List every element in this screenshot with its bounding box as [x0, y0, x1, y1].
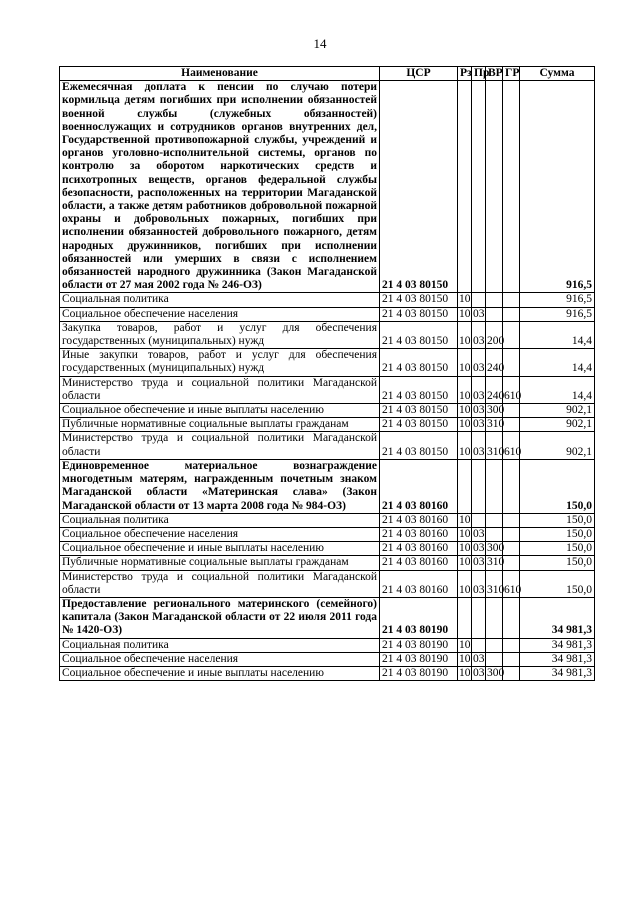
- cell-csr: 21 4 03 80190: [380, 652, 458, 666]
- cell-pr: 03: [473, 556, 485, 569]
- cell-csr: 21 4 03 80160: [380, 513, 458, 527]
- cell-rz: 10: [459, 652, 471, 665]
- cell-vr: [486, 459, 503, 513]
- cell-gr: [503, 349, 520, 376]
- cell-rz: 10: [459, 513, 471, 526]
- cell-csr: 21 4 03 80160: [380, 570, 458, 597]
- cell-name: Единовременное материальное вознаграждение многодетным матерям, награжденным почетным знаком Магаданской области «Материнская слава» (Закон Магаданской области от 13 марта 2008 года № 984-ОЗ): [60, 459, 380, 513]
- cell-csr: 21 4 03 80160: [380, 556, 458, 570]
- table-row: [60, 376, 595, 403]
- table-row: [60, 404, 595, 418]
- cell-sum: 14,4: [520, 376, 595, 403]
- table-row: [60, 418, 595, 432]
- cell-vr: [486, 527, 503, 541]
- cell-vr: 310: [487, 556, 505, 569]
- cell-csr: 21 4 03 80190: [380, 597, 458, 638]
- cell-rz: 10: [459, 638, 471, 651]
- cell-vr: 240: [486, 349, 503, 376]
- table-row: [60, 542, 595, 556]
- cell-pr: 03: [472, 570, 486, 597]
- cell-rz: 10: [459, 293, 471, 306]
- cell-rz: 10: [458, 321, 472, 348]
- table-body: [60, 81, 595, 681]
- cell-vr: 300: [487, 542, 505, 555]
- header-pr: Пр: [472, 67, 486, 81]
- cell-name: Социальное обеспечение и иные выплаты населению: [60, 542, 380, 556]
- cell-rz: [458, 81, 472, 293]
- cell-name: Публичные нормативные социальные выплаты гражданам: [60, 556, 380, 570]
- cell-vr: [486, 307, 503, 321]
- cell-sum: 34 981,3: [520, 597, 595, 638]
- cell-vr: [486, 81, 503, 293]
- cell-gr: [503, 597, 520, 638]
- cell-name: Социальное обеспечение и иные выплаты населению: [60, 666, 380, 680]
- cell-vr: [486, 597, 503, 638]
- cell-name: Социальное обеспечение населения: [60, 307, 380, 321]
- cell-pr: 03: [472, 376, 486, 403]
- header-csr: ЦСР: [380, 67, 458, 81]
- table-row: [60, 652, 595, 666]
- cell-gr: [503, 459, 520, 513]
- cell-rz: 10: [459, 418, 471, 431]
- cell-name: Социальное обеспечение населения: [60, 652, 380, 666]
- cell-vr: 310: [487, 418, 505, 431]
- header-vr: ВР: [486, 67, 503, 81]
- table-row: [60, 513, 595, 527]
- cell-pr: 03: [472, 432, 486, 459]
- cell-gr: [503, 556, 520, 570]
- cell-pr: 03: [472, 321, 486, 348]
- table-row: [60, 432, 595, 459]
- cell-csr: 21 4 03 80150: [380, 418, 458, 432]
- cell-sum: 902,1: [520, 432, 595, 459]
- cell-csr: 21 4 03 80150: [380, 81, 458, 293]
- header-rz: Рз: [458, 67, 472, 81]
- cell-rz: 10: [458, 570, 472, 597]
- cell-name: Социальная политика: [60, 513, 380, 527]
- cell-name: Публичные нормативные социальные выплаты гражданам: [60, 418, 380, 432]
- cell-vr: [486, 652, 503, 666]
- cell-rz: 10: [459, 666, 471, 679]
- cell-sum: 14,4: [520, 349, 595, 376]
- cell-sum: 150,0: [520, 513, 595, 527]
- cell-name: Министерство труда и социальной политики Магаданской области: [60, 432, 380, 459]
- cell-csr: 21 4 03 80150: [380, 349, 458, 376]
- cell-pr: 03: [473, 652, 485, 665]
- cell-rz: 10: [458, 349, 472, 376]
- cell-sum: 14,4: [520, 321, 595, 348]
- cell-name: Социальное обеспечение и иные выплаты населению: [60, 404, 380, 418]
- cell-sum: 916,5: [520, 293, 595, 307]
- cell-name: Социальная политика: [60, 293, 380, 307]
- table-row: [60, 321, 595, 348]
- cell-pr: 03: [473, 418, 485, 431]
- cell-pr: [472, 293, 486, 307]
- table-header-row: [60, 67, 595, 81]
- cell-sum: 916,5: [520, 81, 595, 293]
- cell-pr: [472, 597, 486, 638]
- table-row: [60, 666, 595, 680]
- cell-gr: [503, 638, 520, 652]
- cell-pr: [472, 81, 486, 293]
- cell-sum: 34 981,3: [520, 666, 595, 680]
- cell-sum: 34 981,3: [520, 638, 595, 652]
- cell-vr: [486, 638, 503, 652]
- table-row: [60, 570, 595, 597]
- cell-csr: 21 4 03 80150: [380, 404, 458, 418]
- cell-sum: 34 981,3: [520, 652, 595, 666]
- cell-vr: 300: [487, 666, 505, 679]
- cell-gr: [503, 404, 520, 418]
- page-number: 14: [313, 36, 327, 51]
- cell-vr: 200: [486, 321, 503, 348]
- cell-sum: 150,0: [520, 459, 595, 513]
- cell-rz: 10: [459, 556, 471, 569]
- cell-csr: 21 4 03 80190: [380, 666, 458, 680]
- cell-gr: 610: [503, 570, 520, 597]
- cell-pr: [472, 513, 486, 527]
- cell-name: Иные закупки товаров, работ и услуг для обеспечения государственных (муниципальных) нужд: [60, 349, 380, 376]
- cell-csr: 21 4 03 80150: [380, 432, 458, 459]
- cell-gr: 610: [503, 376, 520, 403]
- cell-pr: 03: [472, 349, 486, 376]
- cell-gr: [503, 527, 520, 541]
- cell-rz: 10: [459, 542, 471, 555]
- cell-csr: 21 4 03 80150: [380, 307, 458, 321]
- cell-vr: 310: [486, 570, 503, 597]
- cell-rz: [458, 459, 472, 513]
- cell-csr: 21 4 03 80160: [380, 459, 458, 513]
- table-row: [60, 307, 595, 321]
- cell-sum: 150,0: [520, 570, 595, 597]
- cell-gr: [503, 307, 520, 321]
- cell-sum: 150,0: [520, 556, 595, 570]
- header-name: Наименование: [60, 67, 380, 81]
- cell-vr: 240: [486, 376, 503, 403]
- cell-sum: 902,1: [520, 404, 595, 418]
- cell-gr: [503, 542, 520, 556]
- cell-name: Министерство труда и социальной политики Магаданской области: [60, 376, 380, 403]
- table-row: [60, 638, 595, 652]
- cell-gr: [503, 321, 520, 348]
- cell-name: Закупка товаров, работ и услуг для обеспечения государственных (муниципальных) нужд: [60, 321, 380, 348]
- cell-vr: 310: [486, 432, 503, 459]
- cell-rz: 10: [459, 404, 471, 417]
- header-gr: ГР: [503, 67, 520, 81]
- cell-gr: [503, 81, 520, 293]
- cell-pr: 03: [473, 527, 485, 540]
- cell-pr: 03: [473, 404, 485, 417]
- table-row: [60, 527, 595, 541]
- cell-vr: 300: [487, 404, 505, 417]
- cell-csr: 21 4 03 80190: [380, 638, 458, 652]
- budget-table: [59, 66, 595, 681]
- cell-pr: [472, 638, 486, 652]
- table-row: [60, 556, 595, 570]
- cell-pr: 03: [473, 307, 485, 320]
- cell-rz: 10: [459, 307, 471, 320]
- table-row: [60, 597, 595, 638]
- cell-name: Социальное обеспечение населения: [60, 527, 380, 541]
- cell-pr: 03: [473, 542, 485, 555]
- cell-sum: 916,5: [520, 307, 595, 321]
- cell-sum: 902,1: [520, 418, 595, 432]
- cell-vr: [486, 293, 503, 307]
- table-row: [60, 81, 595, 293]
- cell-gr: [503, 652, 520, 666]
- cell-vr: [486, 513, 503, 527]
- cell-rz: 10: [458, 376, 472, 403]
- cell-csr: 21 4 03 80160: [380, 542, 458, 556]
- cell-sum: 150,0: [520, 527, 595, 541]
- table-row: [60, 459, 595, 513]
- table-row: [60, 349, 595, 376]
- cell-rz: [458, 597, 472, 638]
- cell-rz: 10: [459, 527, 471, 540]
- cell-rz: 10: [458, 432, 472, 459]
- cell-csr: 21 4 03 80160: [380, 527, 458, 541]
- cell-sum: 150,0: [520, 542, 595, 556]
- cell-name: Предоставление регионального материнского (семейного) капитала (Закон Магаданской области от 22 июля 2011 года № 1420-ОЗ): [60, 597, 380, 638]
- cell-gr: [503, 418, 520, 432]
- table-row: [60, 293, 595, 307]
- cell-name: Ежемесячная доплата к пенсии по случаю потери кормильца детям погибших при исполнении обязанностей военной службы (служебных обязанностей) военнослужащих и сотрудников органов внутренних дел, Государственной противопожарной службы, учреждений и органов уголовно-исполнительной системы, органов по контролю за оборотом наркотических средств и психотропных веществ, органов федеральной службы безопасности, расположенных на территории Магаданской области, а также детям работников добровольной пожарной охраны и добровольных пожарных, погибших при исполнении обязанностей добровольного пожарного, детям народных дружинников, погибших при исполнении обязанностей или умерших в связи с исполнением обязанностей народного дружинника (Закон Магаданской области от 27 мая 2002 года № 246-ОЗ): [60, 81, 380, 293]
- cell-gr: 610: [503, 432, 520, 459]
- cell-pr: 03: [473, 666, 485, 679]
- cell-csr: 21 4 03 80150: [380, 321, 458, 348]
- cell-gr: [503, 666, 520, 680]
- cell-gr: [503, 513, 520, 527]
- header-sum: Сумма: [520, 67, 595, 81]
- cell-name: Социальная политика: [60, 638, 380, 652]
- cell-pr: [472, 459, 486, 513]
- cell-csr: 21 4 03 80150: [380, 293, 458, 307]
- cell-gr: [503, 293, 520, 307]
- cell-csr: 21 4 03 80150: [380, 376, 458, 403]
- cell-name: Министерство труда и социальной политики Магаданской области: [60, 570, 380, 597]
